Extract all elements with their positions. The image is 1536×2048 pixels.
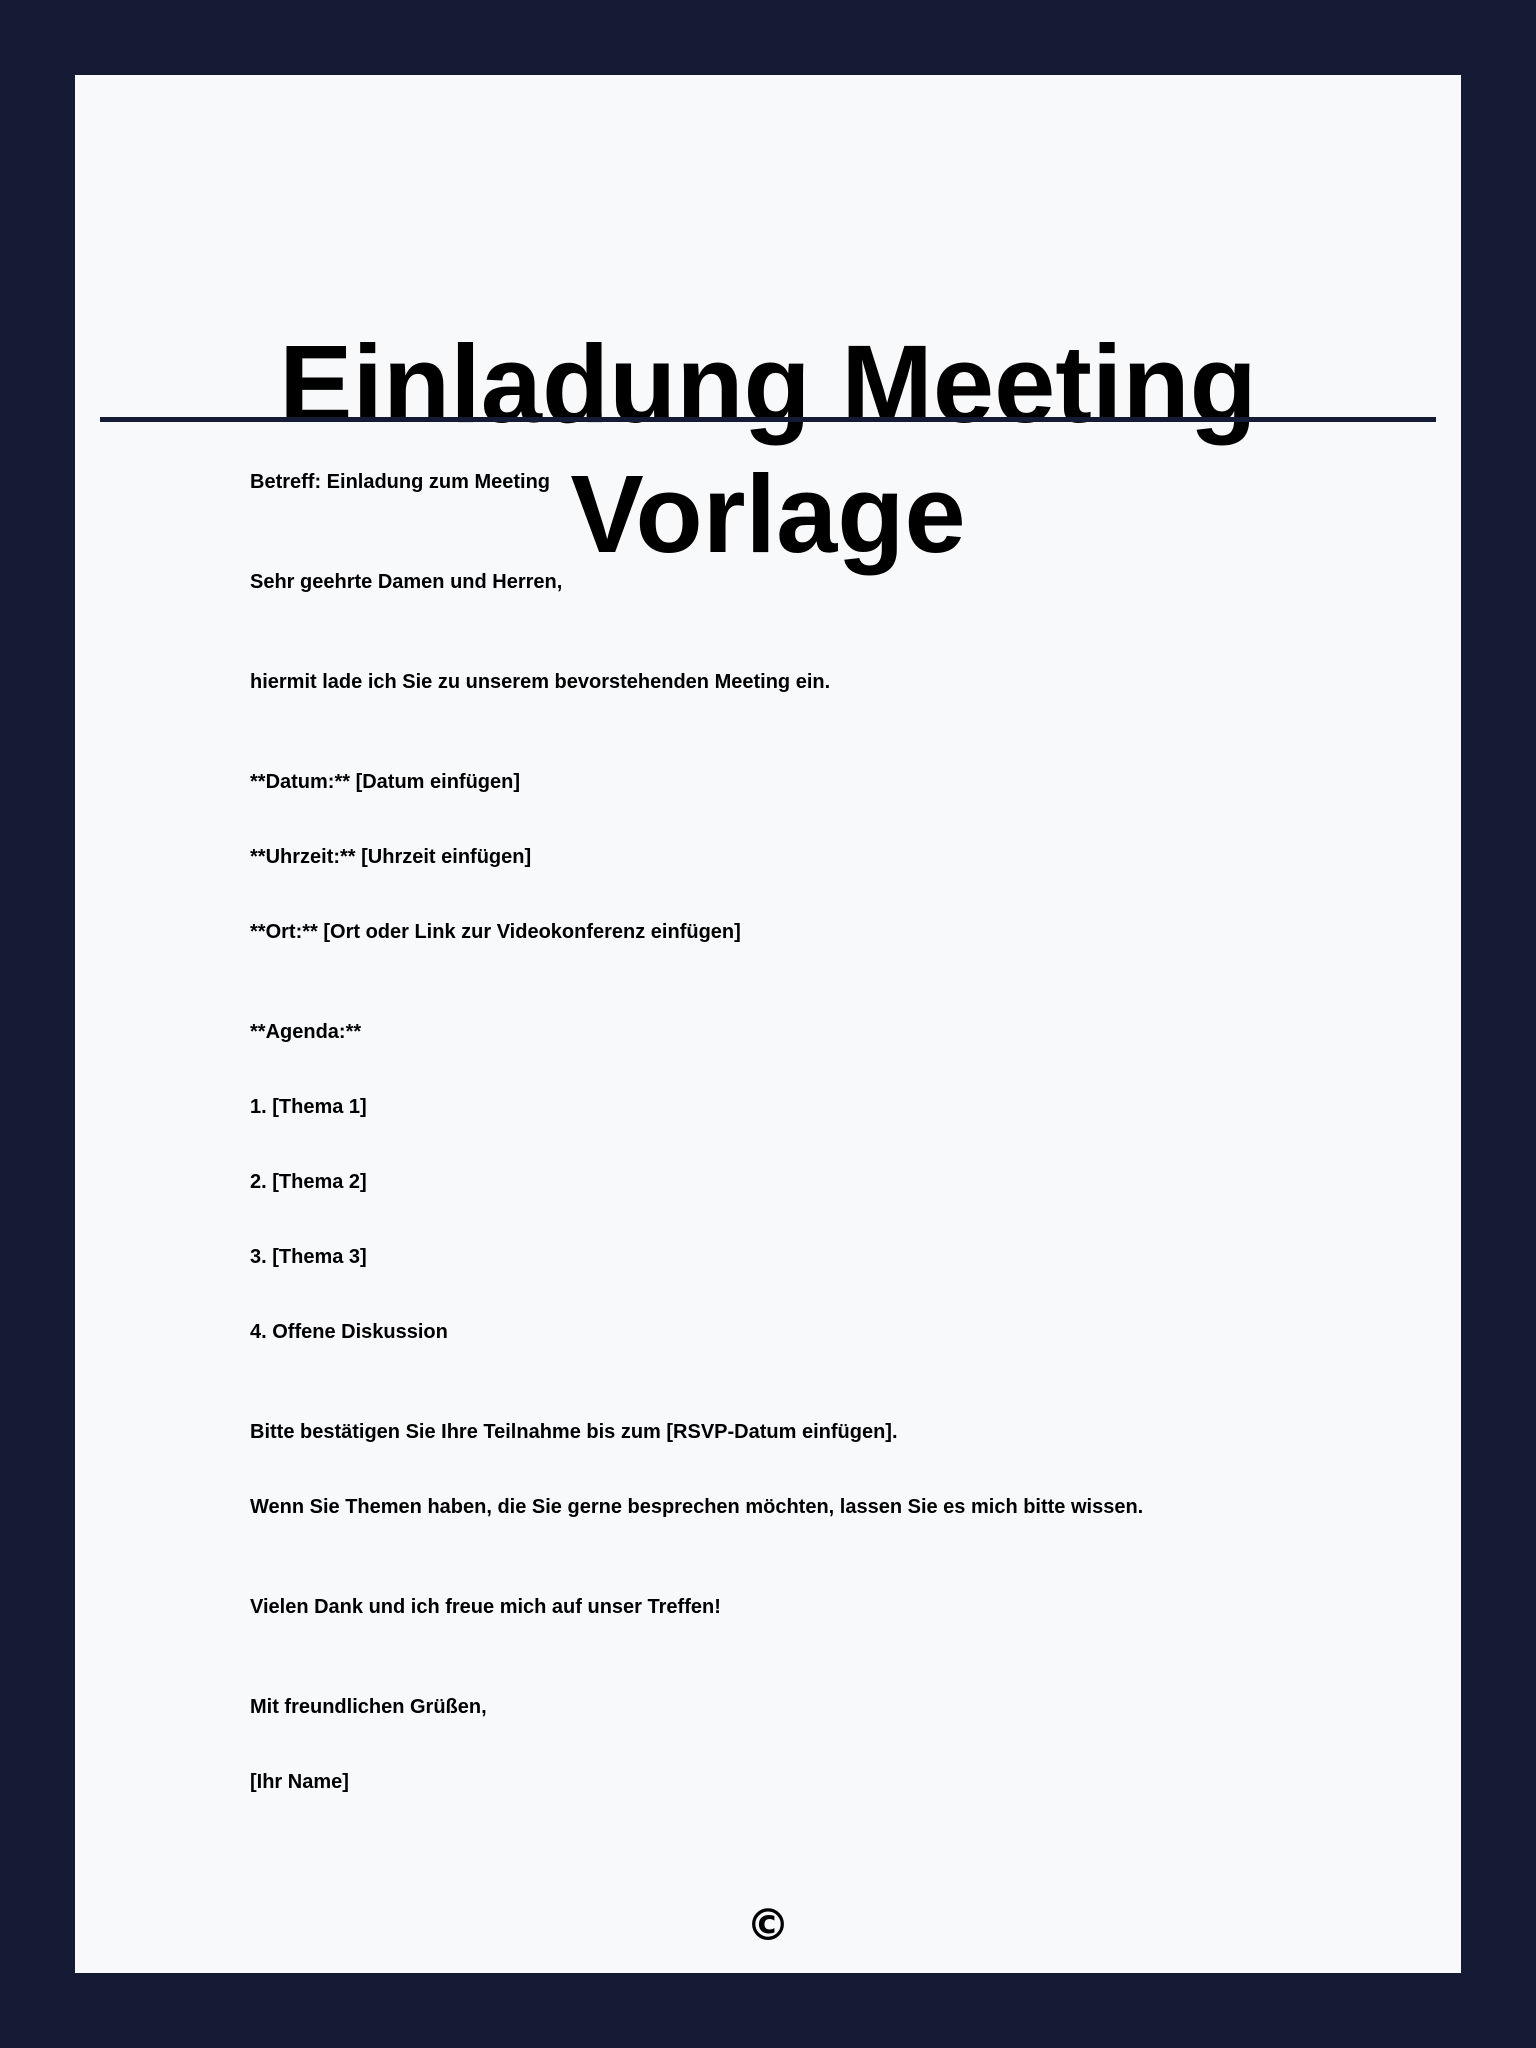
subject-line: Betreff: Einladung zum Meeting <box>250 471 550 493</box>
topics-request-line: Wenn Sie Themen haben, die Sie gerne besprechen möchten, lassen Sie es mich bitte wissen. <box>250 1496 1144 1518</box>
signature-line: [Ihr Name] <box>250 1771 349 1793</box>
location-line: **Ort:** [Ort oder Link zur Videokonferenz einfügen] <box>250 921 741 943</box>
agenda-heading: **Agenda:** <box>250 1021 362 1043</box>
agenda-item: 2. [Thema 2] <box>250 1171 367 1193</box>
rsvp-line: Bitte bestätigen Sie Ihre Teilnahme bis zum [RSVP-Datum einfügen]. <box>250 1421 898 1443</box>
title-divider <box>100 417 1436 422</box>
salutation-line: Sehr geehrte Damen und Herren, <box>250 571 563 593</box>
agenda-item: 1. [Thema 1] <box>250 1096 367 1118</box>
document-title: Einladung Meeting Vorlage <box>279 323 1257 576</box>
agenda-item: 3. [Thema 3] <box>250 1246 367 1268</box>
document-page <box>75 75 1461 1973</box>
intro-line: hiermit lade ich Sie zu unserem bevorstehenden Meeting ein. <box>250 671 831 693</box>
copyright-icon: © <box>746 1900 790 1951</box>
closing-line: Mit freundlichen Grüßen, <box>250 1696 487 1718</box>
agenda-item: 4. Offene Diskussion <box>250 1321 448 1343</box>
thanks-line: Vielen Dank und ich freue mich auf unser Treffen! <box>250 1596 721 1618</box>
time-line: **Uhrzeit:** [Uhrzeit einfügen] <box>250 846 532 868</box>
date-line: **Datum:** [Datum einfügen] <box>250 771 521 793</box>
